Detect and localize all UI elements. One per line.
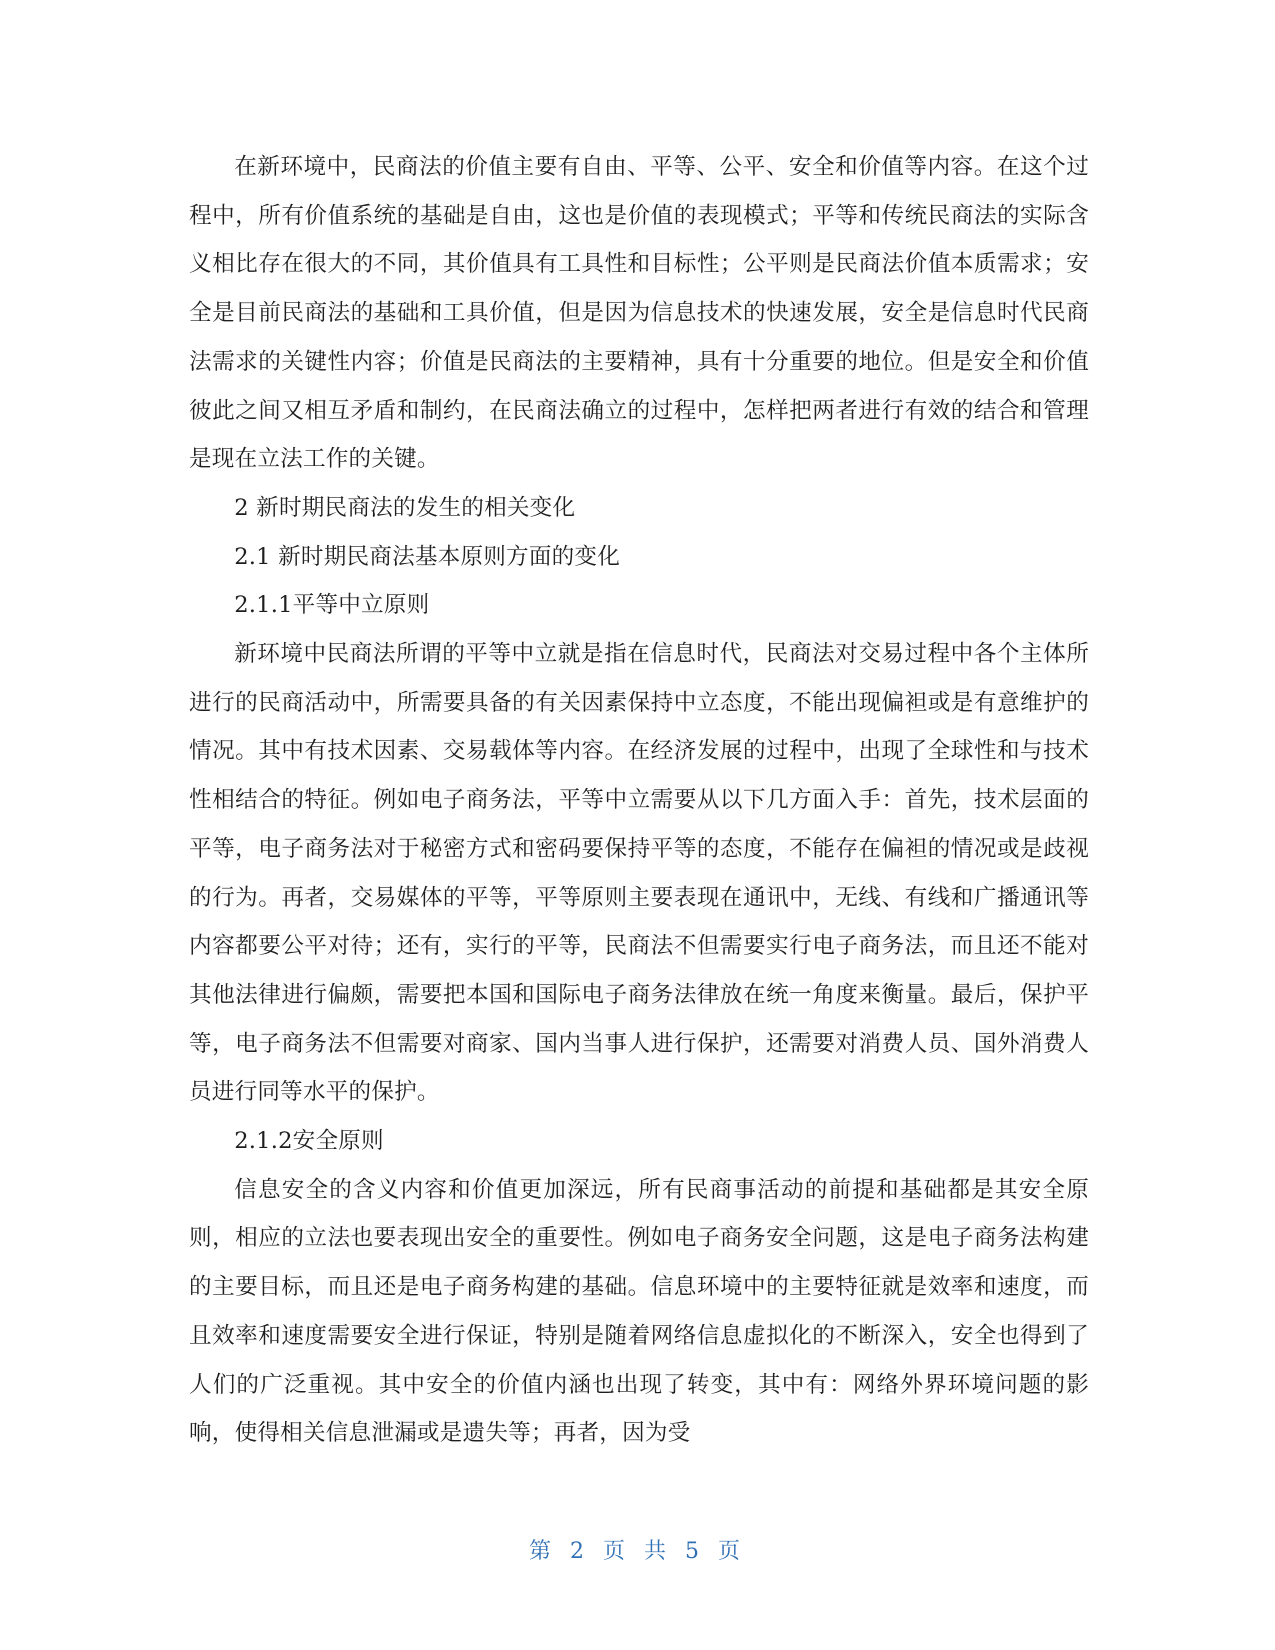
section-heading-2-1-2: 2.1.2安全原则	[234, 1128, 384, 1155]
section-heading-2: 2 新时期民商法的发生的相关变化	[234, 494, 576, 521]
section-heading-2-1-1: 2.1.1平等中立原则	[234, 592, 430, 619]
paragraph-equality-neutrality: 新环境中民商法所谓的平等中立就是指在信息时代，民商法对交易过程中各个主体所进行的民商活动中，所需要具备的有关因素保持中立态度，不能出现偏袒或是有意维护的情况。其中有技术因素、交易载体等内容。在经济发展的过程中，出现了全球性和与技术性相结合的特征。例如电子商务法，平等中立需要从以下几方面入手：首先，技术层面的平等，电子商务法对于秘密方式和密码要保持平等的态度，不能存在偏袒的情况或是歧视的行为。再者，交易媒体的平等，平等原则主要表现在通讯中，无线、有线和广播通讯等内容都要公平对待；还有，实行的平等，民商法不但需要实行电子商务法，而且还不能对其他法律进行偏颇，需要把本国和国际电子商务法律放在统一角度来衡量。最后，保护平等，电子商务法不但需要对商家、国内当事人进行保护，还需要对消费人员、国外消费人员进行同等水平的保护。	[189, 641, 1089, 1106]
paragraph-security-principle: 信息安全的含义内容和价值更加深远，所有民商事活动的前提和基础都是其安全原则，相应的立法也要表现出安全的重要性。例如电子商务安全问题，这是电子商务法构建的主要目标，而且还是电子商务构建的基础。信息环境中的主要特征就是效率和速度，而且效率和速度需要安全进行保证，特别是随着网络信息虚拟化的不断深入，安全也得到了人们的广泛重视。其中安全的价值内涵也出现了转变，其中有：网络外界环境问题的影响，使得相关信息泄漏或是遗失等；再者，因为受	[189, 1176, 1089, 1447]
page-number: 第 2 页 共 5 页	[529, 1539, 746, 1564]
section-heading-2-1: 2.1 新时期民商法基本原则方面的变化	[234, 543, 621, 570]
document-body	[189, 143, 1089, 1458]
paragraph-value-overview: 在新环境中，民商法的价值主要有自由、平等、公平、安全和价值等内容。在这个过程中，所有价值系统的基础是自由，这也是价值的表现模式；平等和传统民商法的实际含义相比存在很大的不同，其价值具有工具性和目标性；公平则是民商法价值本质需求；安全是目前民商法的基础和工具价值，但是因为信息技术的快速发展，安全是信息时代民商法需求的关键性内容；价值是民商法的主要精神，具有十分重要的地位。但是安全和价值彼此之间又相互矛盾和制约，在民商法确立的过程中，怎样把两者进行有效的结合和管理是现在立法工作的关键。	[189, 154, 1089, 473]
